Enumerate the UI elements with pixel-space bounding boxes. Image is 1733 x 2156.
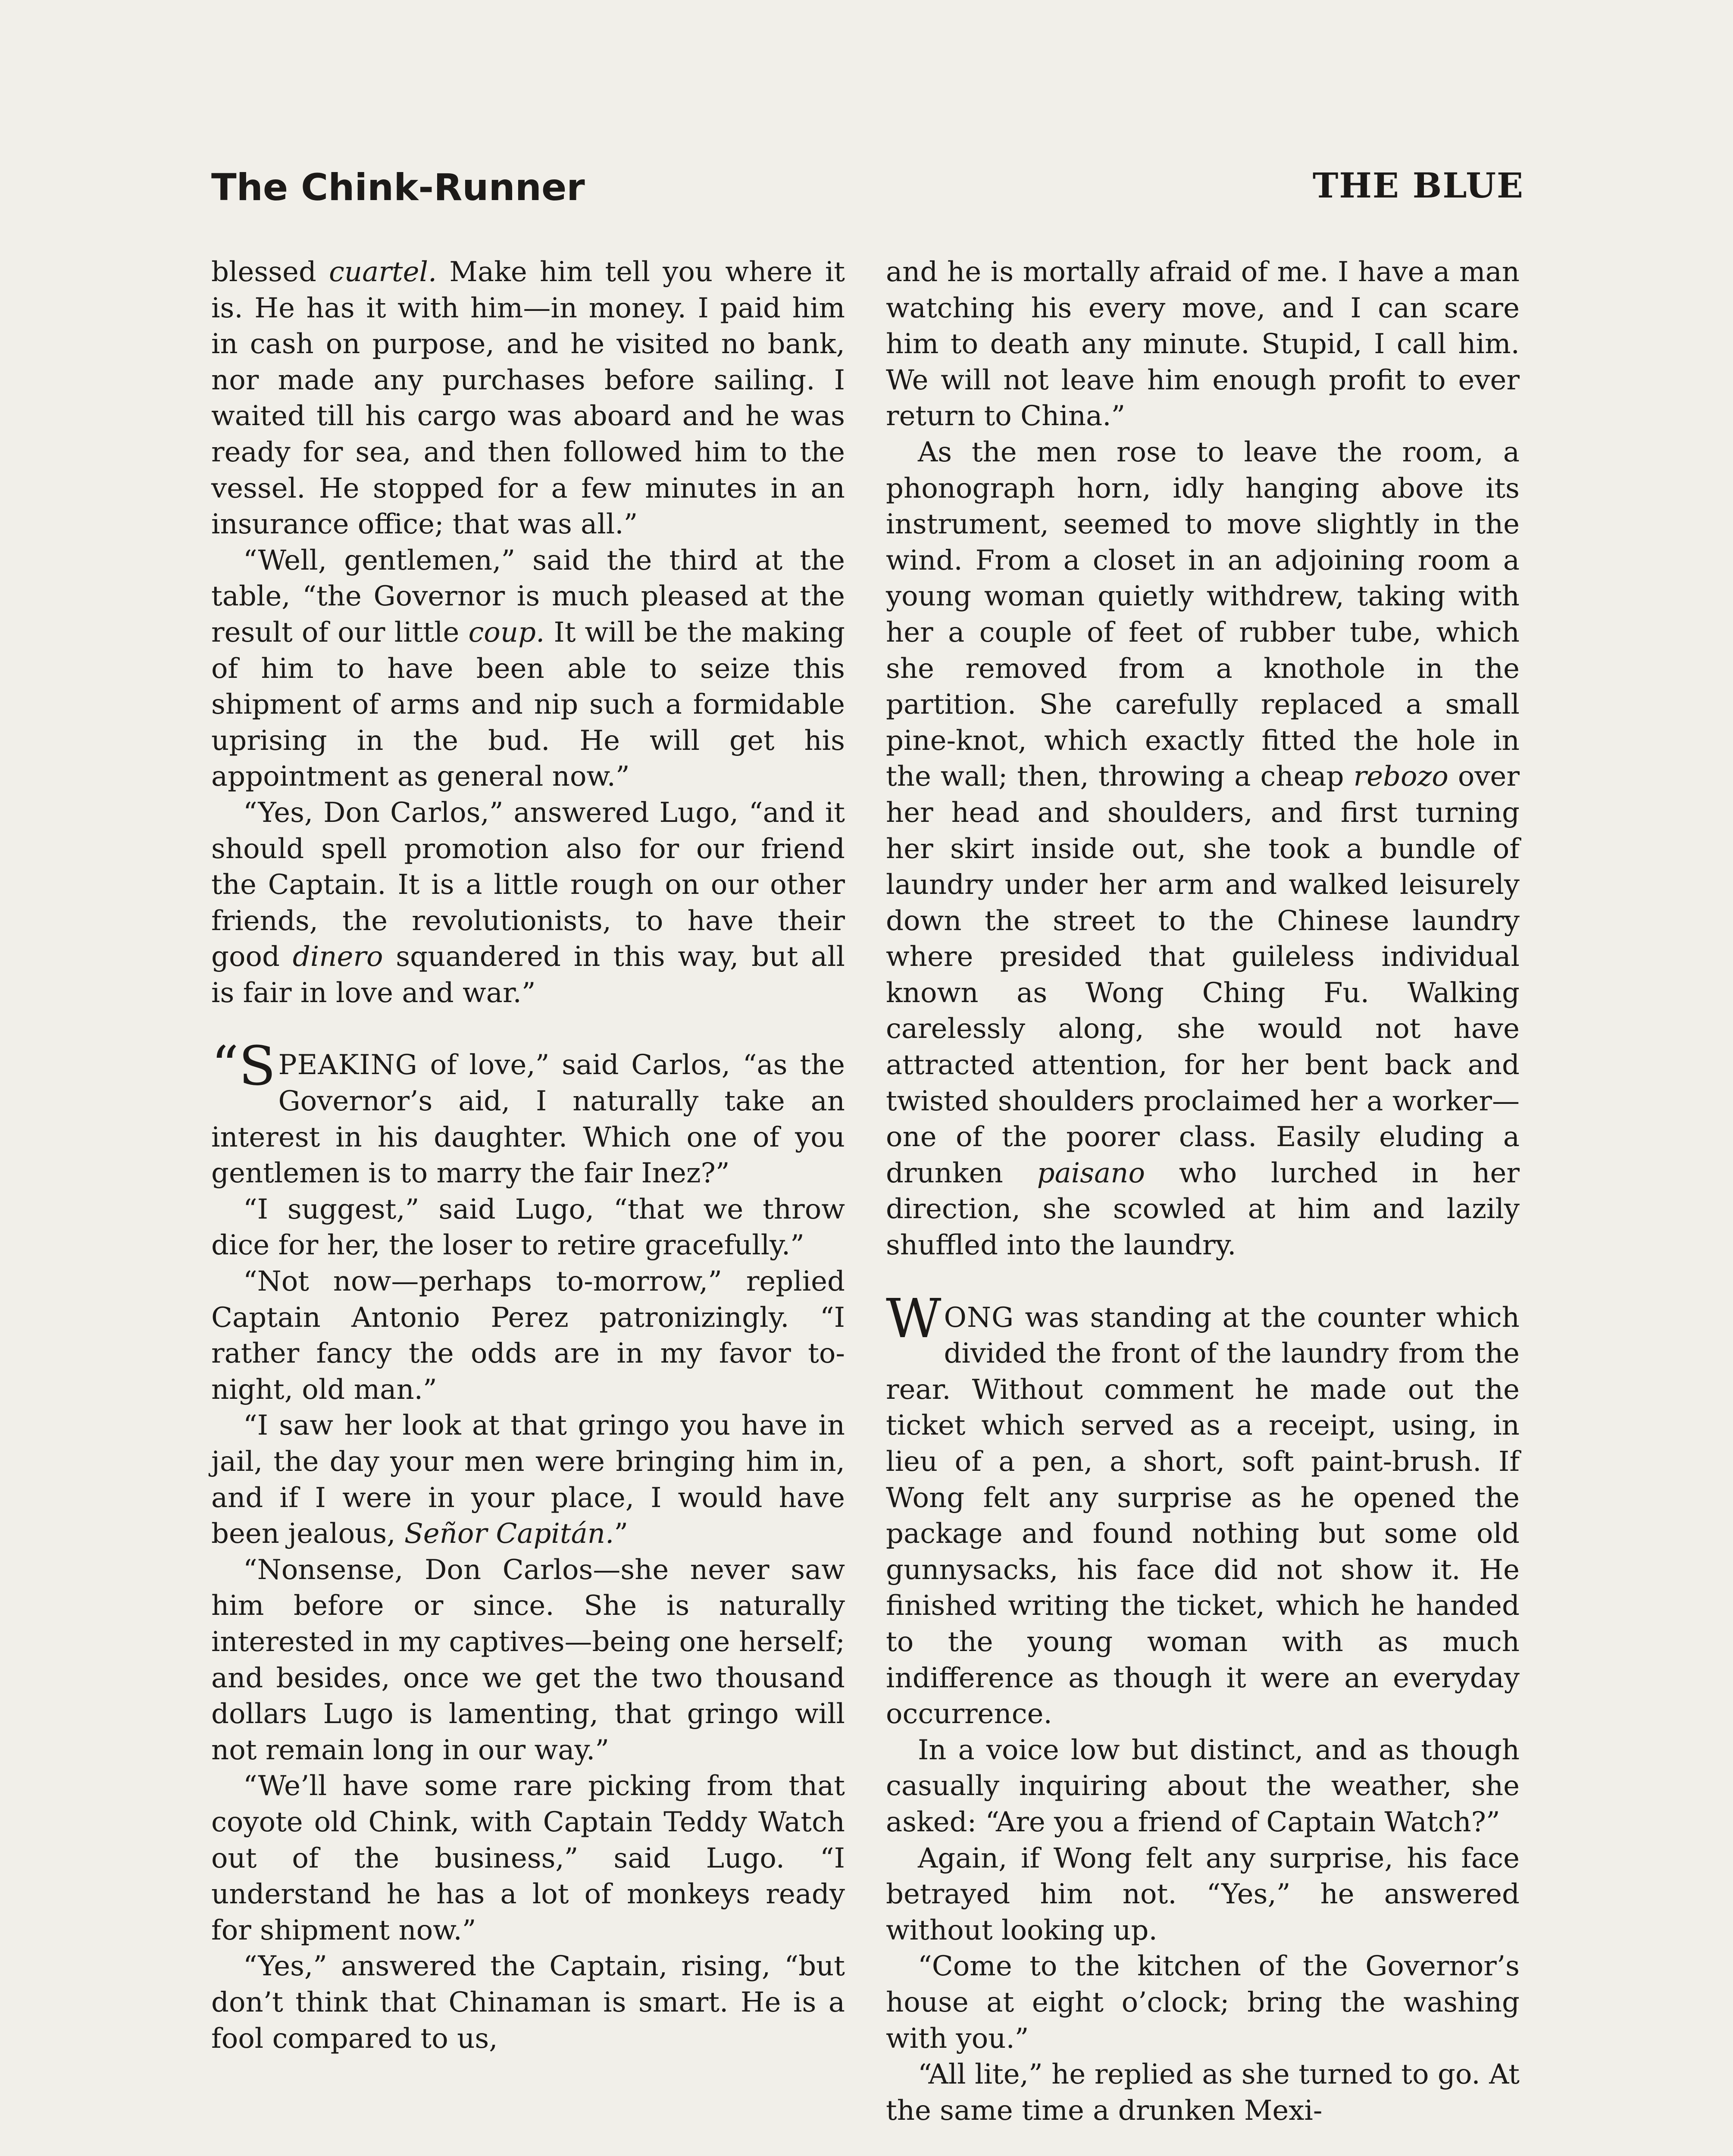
paragraph: “Yes,” answered the Captain, rising, “but don’t think that Chinaman is smart. He is a fool compared to us, — [211, 1950, 845, 2055]
paragraph: “Come to the kitchen of the Governor’s house at eight o’clock; bring the washing with you.” — [886, 1950, 1520, 2055]
left-column — [211, 254, 845, 2057]
paragraph: “Well, gentlemen,” said the third at the table, “the Governor is much pleased at the result of our little coup. It will be the making of him to have been able to seize this shipment of arms and nip such a formidable uprising in the bud. He will get his appointment as general now.” — [211, 544, 845, 793]
paragraph: “We’ll have some rare picking from that coyote old Chink, with Captain Teddy Watch out of the business,” said Lugo. “I understand he has a lot of monkeys ready for shipment now.” — [211, 1770, 845, 1946]
drop-cap: “S — [211, 1035, 276, 1098]
paragraph: “I saw her look at that gringo you have in jail, the day your men were bringing him in, and if I were in your place, I would have been jealous, Señor Capitán.” — [211, 1410, 845, 1550]
paragraph: “Nonsense, Don Carlos—she never saw him before or since. She is naturally interested in my captives—being one herself; and besides, once we get the two thousand dollars Lugo is lamenting, that gringo will not remain long in our way.” — [211, 1554, 845, 1766]
paragraph: “Not now—perhaps to-morrow,” replied Captain Antonio Perez patronizingly. “I rather fancy the odds are in my favor to-night, old man.” — [211, 1266, 845, 1406]
paragraph: In a voice low but distinct, and as though casually inquiring about the weather, she asked: “Are you a friend of Captain Watch?” — [886, 1734, 1520, 1838]
paragraph: and he is mortally afraid of me. I have a man watching his every move, and I can scare him to death any minute. Stupid, I call him. We will not leave him enough profit to ever return to China.” — [886, 256, 1520, 432]
section-start-paragraph: “S PEAKING of love,” said Carlos, “as the Governor’s aid, I naturally take an interest in his daughter. Which one of you gentlemen is to marry the fair Inez?” — [211, 1035, 845, 1190]
section-start-paragraph: WONG was standing at the counter which divided the front of the laundry from the rear. Without comment he made out the ticket which served as a receipt, using, in lieu of a pen, a short, soft paint-brush. If Wong felt any surprise as he opened the package and found nothing but some old gunnysacks, his face did not show it. He finished writing the ticket, which he handed to the young woman with as much indifference as though it were an everyday occurrence. — [886, 1287, 1520, 1730]
right-column — [886, 254, 1520, 2129]
paragraph: “I suggest,” said Lugo, “that we throw dice for her, the loser to retire gracefully.” — [211, 1193, 845, 1262]
paragraph: “Yes, Don Carlos,” answered Lugo, “and it should spell promotion also for our friend the Captain. It is a little rough on our other friends, the revolutionists, to have their good dinero squandered in this way, but all is fair in love and war.” — [211, 796, 845, 1009]
paragraph: As the men rose to leave the room, a phonograph horn, idly hanging above its instrument, seemed to move slightly in the wind. From a closet in an adjoining room a young woman quietly withdrew, taking with her a couple of feet of rubber tube, which she removed from a knothole in the partition. She carefully replaced a small pine-knot, which exactly fitted the hole in the wall; then, throwing a cheap rebozo over her head and shoulders, and first turning her skirt inside out, she took a bundle of laundry under her arm and walked leisurely down the street to the Chinese laundry where presided that guileless individual known as Wong Ching Fu. Walking carelessly along, she would not have attracted attention, for her bent back and twisted shoulders proclaimed her a worker—one of the poorer class. Easily eluding a drunken paisano who lurched in her direction, she scowled at him and lazily shuffled into the laundry. — [886, 436, 1520, 1262]
paragraph: blessed cuartel. Make him tell you where it is. He has it with him—in money. I paid him in cash on purpose, and he visited no bank, nor made any purchases before sailing. I waited till his cargo was aboard and he was ready for sea, and then followed him to the vessel. He stopped for a few minutes in an insurance office; that was all.” — [211, 256, 845, 541]
paragraph: Again, if Wong felt any surprise, his face betrayed him not. “Yes,” he answered without looking up. — [886, 1842, 1520, 1946]
drop-cap: W — [886, 1287, 942, 1350]
running-head-magazine: THE BLUE — [1312, 165, 1524, 206]
running-head-title: The Chink-Runner — [211, 166, 585, 209]
paragraph: “All lite,” he replied as she turned to go. At the same time a drunken Mexi- — [886, 2059, 1520, 2127]
